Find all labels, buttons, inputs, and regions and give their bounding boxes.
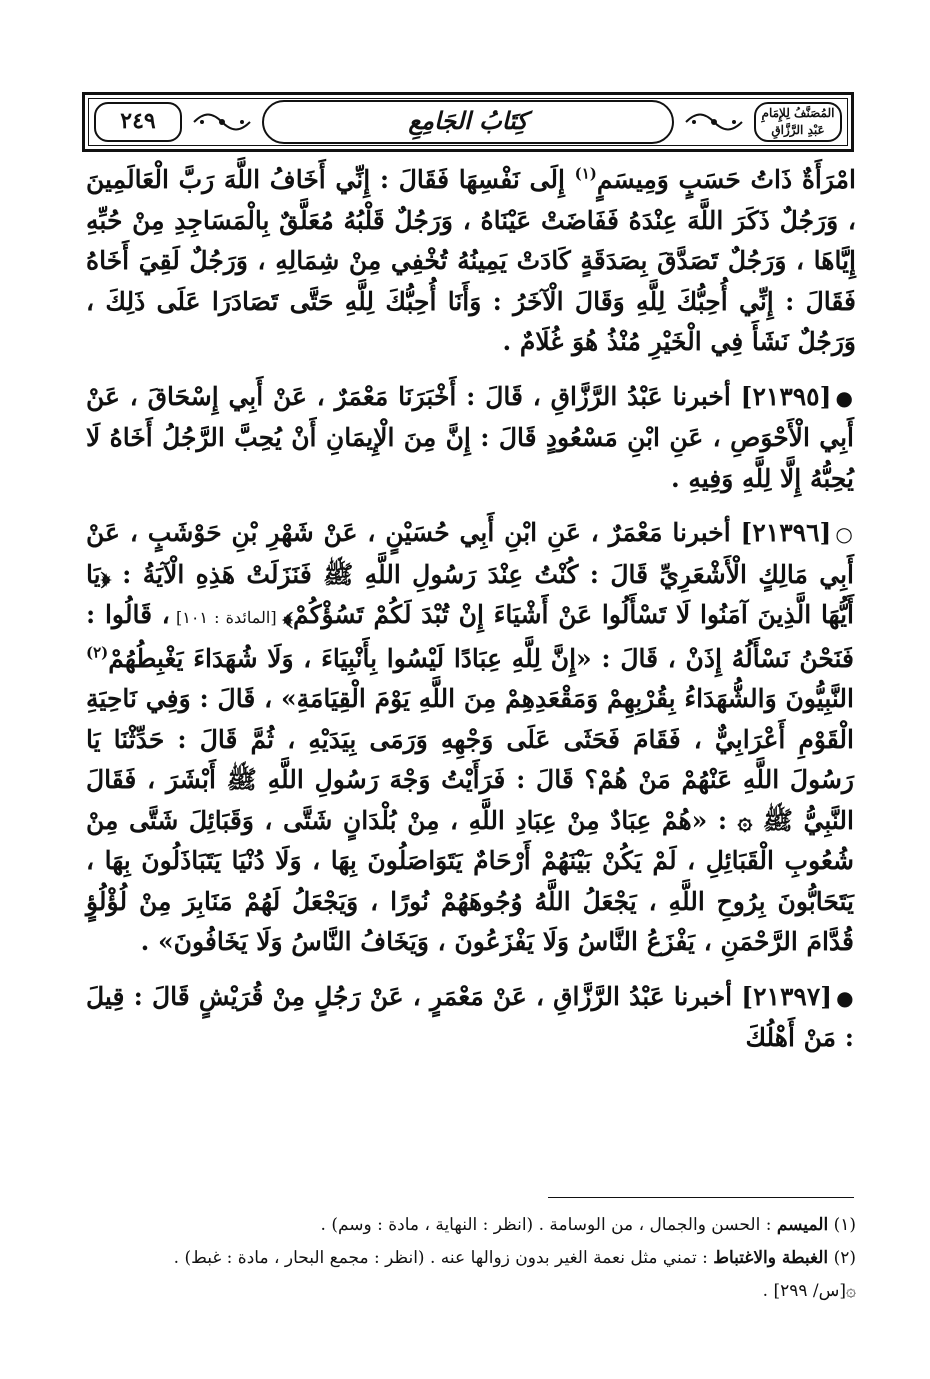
footnote-text: : الحسن والجمال ، من الوسامة . (انظر : النهاية ، مادة : وسم) . xyxy=(320,1215,777,1235)
hadith-text: أخبرنا مَعْمَرٌ ، عَنِ ابْنِ أَبِي حُسَيْنٍ ، عَنْ شَهْرِ بْنِ حَوْشَبٍ ، عَنْ أَبِي مَالِكٍ الْأَشْعَرِيِّ قَالَ : كُنْتُ عِنْدَ رَسُولِ اللَّهِ ﷺ فَنَزَلَتْ هَذِهِ الْآيَةُ : xyxy=(86,518,854,589)
footnote-ref-1: (١) xyxy=(574,164,597,183)
series-label: المُصَنَّفُ لِلإِمَامِ عَبْدِ الرَّزَّاقِ xyxy=(761,106,835,137)
footnote-term: الميسم xyxy=(776,1215,829,1235)
footnote-3 xyxy=(86,1275,856,1308)
page-number: ٢٤٩ xyxy=(120,108,156,134)
footnote-term: الغبطة والاغتباط xyxy=(713,1248,829,1268)
hadith-21396 xyxy=(86,513,856,963)
footnote-text: [س/ ٢٩٩] . xyxy=(762,1281,847,1301)
paragraph-text: امْرَأَةٌ ذَاتُ حَسَبٍ وَمِيسَمٍ xyxy=(596,165,856,194)
quran-verse: ﴿يَا أَيُّهَا الَّذِينَ آمَنُوا لَا تَسْأَلُوا عَنْ أَشْيَاءَ إِنْ تُبْدَ لَكُمْ تَسُؤْكُمْ﴾ xyxy=(86,559,854,629)
footnote-2 xyxy=(86,1242,856,1275)
hadith-number: [٢١٣٩٥] xyxy=(740,381,832,411)
hadith-text: أخبرنا عَبْدُ الرَّزَّاقِ ، عَنْ مَعْمَرٍ ، عَنْ رَجُلٍ مِنْ قُرَيْشٍ قَالَ : قِيلَ : مَنْ أَهْلُكَ xyxy=(86,981,854,1052)
bullet-hollow-icon: ○ xyxy=(835,522,854,546)
footnote-number: (٢) xyxy=(833,1248,856,1268)
footnote-ref-2: (٢) xyxy=(86,643,109,662)
ornament-left-icon xyxy=(192,110,252,134)
footnotes xyxy=(86,1209,856,1308)
page-title: كِتَابُ الجَامِعِ xyxy=(408,106,528,135)
hadith-text: النَّبِيُّونَ وَالشُّهَدَاءُ بِقُرْبِهِمْ وَمَقْعَدِهِمْ مِنَ اللَّهِ يَوْمَ الْقِيَامَةِ» ، قَالَ : وَفِي نَاحِيَةِ الْقَوْمِ أَعْرَابِيٌّ ، فَقَامَ فَحَثَى عَلَى وَجْهِهِ وَرَمَى بِيَدَيْهِ ، ثُمَّ قَالَ : حَدِّثْنَا يَا رَسُولَ اللَّهِ عَنْهُمْ مَنْ هُمْ؟ قَالَ : فَرَأَيْتُ وَجْهَ رَسُولِ اللَّهِ ﷺ أَبْشَرَ ، فَقَالَ النَّبِيُّ ﷺ ۞ : «هُمْ عِبَادٌ مِنْ عِبَادِ اللَّهِ ، مِنْ بُلْدَانٍ شَتَّى ، وَقَبَائِلَ شَتَّى مِنْ شُعُوبِ الْقَبَائِلِ ، لَمْ يَكُنْ بَيْنَهُمْ أَرْحَامٌ يَتَوَاصَلُونَ بِهَا ، وَلَا دُنْيَا يَتَبَاذَلُونَ بِهَا ، يَتَحَابُّونَ بِرُوحِ اللَّهِ ، يَجْعَلُ اللَّهُ وُجُوهَهُمْ نُورًا ، وَيَجْعَلُ لَهُمْ مَنَابِرَ مِنْ لُؤْلُؤٍ قُدَّامَ الرَّحْمَنِ ، يَفْزَعُ النَّاسُ وَلَا يَفْزَعُونَ ، وَيَخَافُ النَّاسُ وَلَا يَخَافُونَ» . xyxy=(86,684,854,956)
hadith-21397 xyxy=(86,977,856,1059)
bullet-filled-icon: ● xyxy=(836,985,854,1010)
hadith-number: [٢١٣٩٦] xyxy=(740,518,832,547)
page-header xyxy=(82,92,854,152)
footnote-number: (١) xyxy=(833,1215,856,1235)
main-text xyxy=(86,160,856,1073)
hadith-21395 xyxy=(86,377,856,500)
manuscript-mark-icon: ۞ xyxy=(846,1281,856,1301)
footnote-1 xyxy=(86,1209,856,1242)
hadith-number: [٢١٣٩٧] xyxy=(741,981,833,1011)
footnote-divider xyxy=(548,1197,854,1198)
ornament-right-icon xyxy=(684,110,744,134)
hadith-text: ، قَالُوا : فَنَحْنُ نَسْأَلُهُ إِذَنْ ، قَالَ : «إِنَّ لِلَّهِ عِبَادًا لَيْسُوا بِأَنْبِيَاءَ ، وَلَا شُهَدَاءَ يَغْبِطُهُمْ xyxy=(86,600,854,673)
bullet-filled-icon: ● xyxy=(835,385,854,410)
hadith-text: أخبرنا عَبْدُ الرَّزَّاقِ ، قَالَ : أَخْبَرَنَا مَعْمَرٌ ، عَنْ أَبِي إِسْحَاقَ ، عَنْ أَبِي الْأَحْوَصِ ، عَنِ ابْنِ مَسْعُودٍ قَالَ : إِنَّ مِنَ الْإِيمَانِ أَنْ يُحِبَّ الرَّجُلُ أَخَاهُ لَا يُحِبُّهُ إِلَّا لِلَّهِ وَفِيهِ . xyxy=(86,381,854,493)
paragraph-text: إِلَى نَفْسِهَا فَقَالَ : إِنِّي أَخَافُ اللَّهَ رَبَّ الْعَالَمِينَ ، وَرَجُلٌ ذَكَرَ اللَّهَ عِنْدَهُ فَفَاضَتْ عَيْنَاهُ ، وَرَجُلٌ قَلْبُهُ مُعَلَّقٌ بِالْمَسَاجِدِ مِنْ حُبِّهِ إِيَّاهَا ، وَرَجُلٌ تَصَدَّقَ بِصَدَقَةٍ كَادَتْ يَمِينُهُ تُخْفِي مِنْ شِمَالِهِ ، وَرَجُلٌ لَقِيَ أَخَاهُ فَقَالَ : إِنِّي أُحِبُّكَ لِلَّهِ وَقَالَ الْآخَرُ : وَأَنَا أُحِبُّكَ لِلَّهِ حَتَّى تَصَادَرَا عَلَى ذَلِكَ ، وَرَجُلٌ نَشَأَ فِي الْخَيْرِ مُنْذُ هُوَ غُلَامٌ . xyxy=(86,165,856,356)
ayah-reference: [المائدة : ١٠١] xyxy=(169,608,283,627)
paragraph-continuation xyxy=(86,160,856,363)
footnote-text: : تمني مثل نعمة الغير بدون زوالها عنه . (انظر : مجمع البحار ، مادة : غبط) . xyxy=(173,1248,714,1268)
